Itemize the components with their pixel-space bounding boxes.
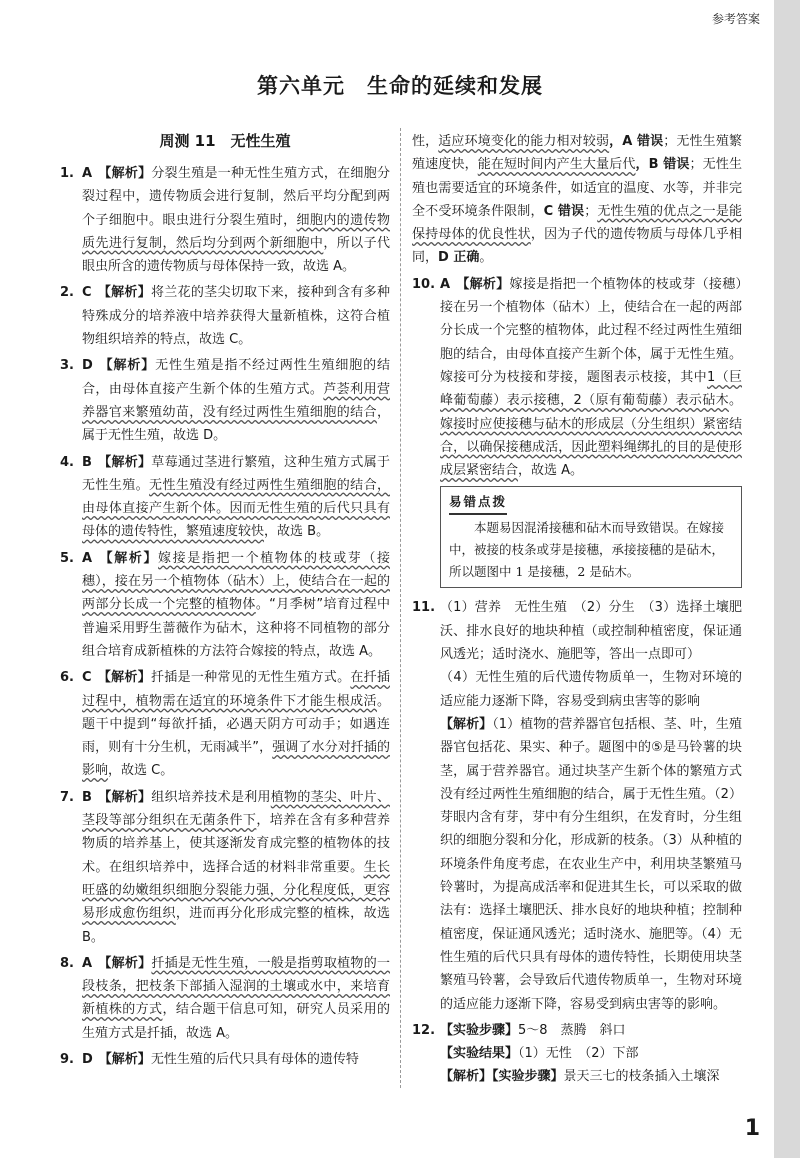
question-3	[60, 354, 390, 447]
question-2	[60, 281, 390, 351]
analysis-tag: 【解析】	[98, 358, 156, 374]
experiment-steps-tag: 【实验步骤】	[440, 1022, 519, 1038]
key-point: 适应环境变化的能力相对较弱	[438, 134, 610, 149]
question-number: 3.	[60, 358, 74, 374]
answer-letter: B	[82, 789, 92, 805]
question-number: 10.	[412, 276, 436, 292]
key-point: 在扦插过程中，植物需在适宜的环境条件下才能生根成活	[82, 670, 390, 709]
question-10	[412, 273, 742, 483]
analysis-text: 。“月季树”培育过程中普遍采用野生蔷薇作为砧木，这种将不同植物的部分组合培育成新植株的方法符合嫁接的特点，故选 A。	[82, 597, 390, 659]
option-verdict: C 错误	[543, 203, 585, 219]
analysis-tag: 【解析】	[440, 716, 493, 732]
key-point: 细胞内的遗传物质先进行复制，然后均分到两个新细胞中	[82, 212, 390, 251]
analysis-tag: 【解析】【实验步骤】	[440, 1069, 564, 1085]
analysis-text: ，属于无性生殖，故选 D。	[82, 404, 390, 444]
header-answer-tag: 参考答案	[711, 12, 760, 26]
question-8	[60, 952, 390, 1045]
error-tip-box	[440, 486, 742, 588]
error-tip-text: 本题易因混淆接穗和砧木而导致错误。在嫁接中，被接的枝条或芽是接穗，承接接穗的是砧木，所以题图中 1 是接穗，2 是砧木。	[449, 520, 725, 580]
analysis-text: ，培养在含有多种营养物质的培养基上，使其逐渐发育成完整的植物体的技术。在组织培养中，选择合适的材料非常重要。	[82, 813, 390, 875]
week-title: 周测 11 无性生殖	[159, 132, 291, 150]
key-point: 植物的茎尖、叶片、茎段等部分组织在无菌条件下	[82, 789, 390, 829]
question-6	[60, 666, 390, 782]
analysis-text: 性，	[412, 134, 439, 149]
analysis-text: 分裂生殖是一种无性生殖方式，在细胞分裂过程中，遗传物质会进行复制，然后平均分配到两个子细胞中。眼虫进行分裂生殖时，	[82, 166, 390, 228]
answer-letter: C	[82, 670, 92, 686]
analysis-text: ，故选 A。	[518, 463, 584, 479]
analysis-text: ，故选 C。	[108, 763, 174, 779]
key-point: 扦插是无性生殖，一般是指剪取植物的一段枝条，把枝条下部插入湿润的土壤或水中，来培育新植株的方式	[82, 955, 390, 1018]
analysis-tag: 【解析】	[98, 1051, 151, 1067]
answer-letter: A	[440, 276, 451, 292]
key-point: 嫁接是指把一个植物体的枝或芽（接穗），接在另一个植物体（砧木）上，使结合在一起的两部分长成一个完整的植物体	[82, 550, 390, 613]
answer-letter: A	[82, 955, 93, 971]
question-number: 7.	[60, 789, 74, 805]
analysis-text: 组织培养技术是利用	[151, 789, 271, 805]
analysis-text: ，因为子代的遗传物质与母体几乎相同，	[412, 227, 742, 266]
analysis-text: 扦插是一种常见的无性生殖方式。	[151, 670, 351, 686]
question-number: 8.	[60, 955, 74, 971]
analysis-text: 景天三七的枝条插入土壤深	[563, 1069, 720, 1085]
left-column	[60, 130, 390, 1074]
question-9-continued	[412, 130, 742, 270]
analysis-text: 草莓通过茎进行繁殖，这种生殖方式属于无性生殖。	[82, 454, 390, 493]
answer-text: 5～8 蒸腾 斜口	[518, 1022, 626, 1038]
question-7	[60, 786, 390, 949]
option-verdict: D 正确	[438, 250, 480, 266]
key-point: 生长旺盛的幼嫩组织细胞分裂能力强，分化程度低，更容易形成愈伤组织	[82, 859, 390, 922]
option-verdict: ，B 错误	[635, 157, 690, 173]
key-point: 无性生殖的优点之一是能保持母体的优良性状	[412, 203, 742, 243]
key-point: 无性生殖没有经过两性生殖细胞的结合，由母体直接产生新个体。因而无性生殖的后代只具有母体的遗传特性，繁殖速度较快	[82, 477, 390, 540]
question-number: 12.	[412, 1022, 436, 1038]
error-tip-title: 易错点拨	[449, 491, 507, 515]
question-number: 1.	[60, 166, 74, 181]
page-side-band	[774, 0, 800, 1158]
analysis-tag: 【解析】	[98, 955, 152, 971]
analysis-text: ；	[584, 203, 598, 219]
analysis-text: 。	[479, 250, 493, 266]
question-number: 6.	[60, 670, 74, 686]
question-5	[60, 547, 390, 663]
analysis-tag: 【解析】	[97, 789, 152, 805]
analysis-tag: 【解析】	[98, 166, 152, 181]
analysis-text: ，故选 B。	[264, 524, 330, 540]
analysis-tag: 【解析】	[456, 276, 510, 292]
analysis-tag: 【解析】	[97, 285, 152, 301]
analysis-text: ；无性生殖繁殖速度快，	[412, 134, 742, 173]
key-point: 芦荟利用营养器官来繁殖幼苗，没有经过两性生殖细胞的结合	[82, 381, 390, 420]
answer-letter: D	[82, 358, 93, 374]
unit-title: 第六单元 生命的延续和发展	[257, 74, 543, 98]
question-4	[60, 451, 390, 544]
answer-letter: A	[82, 550, 93, 566]
right-column	[412, 130, 742, 1092]
answer-letter: A	[82, 166, 93, 181]
answer-letter: C	[82, 285, 92, 301]
answer-text: （1）无性 （2）下部	[518, 1046, 639, 1062]
analysis-text: 将兰花的茎尖切取下来，接种到含有多种特殊成分的培养液中培养获得大量新植株，这符合植物组织培养的特点，故选 C。	[82, 285, 390, 348]
key-point: 能在短时间内产生大量后代	[477, 157, 636, 173]
answer-text: （1）营养 无性生殖 （2）分生 （3）选择土壤肥沃、排水良好的地块种植（或控制种植密度，保证通风透光；适时浇水、施肥等，答出一点即可）	[440, 600, 742, 663]
question-number: 2.	[60, 285, 74, 301]
column-divider	[400, 128, 401, 1088]
analysis-text: ；无性生殖也需要适宜的环境条件，如适宜的温度、水等，并非完全不受环境条件限制，	[412, 157, 742, 219]
question-11	[412, 596, 742, 1015]
answer-text: （4）无性生殖的后代遗传物质单一，生物对环境的适应能力逐渐下降，容易受到病虫害等的影响	[440, 670, 742, 709]
analysis-text: 。题干中提到“每欲扦插，必遇天阴方可动手；如遇连雨，则有十分生机，无雨减半”，	[82, 693, 390, 756]
key-point: 1（巨峰葡萄藤）表示接穗，2（原有葡萄藤）表示砧木	[440, 369, 742, 409]
analysis-text: 嫁接是指把一个植物体的枝或芽（接穗）接在另一个植物体（砧木）上，使结合在一起的两部分长成一个完整的植物体，此过程不经过两性生殖细胞的结合，由母体直接产生新个体，属于无性生殖。嫁接可分为枝接和芽接，题图表示枝接，其中	[440, 276, 742, 385]
question-number: 4.	[60, 454, 74, 470]
answer-letter: B	[82, 454, 92, 470]
experiment-results-tag: 【实验结果】	[440, 1046, 519, 1062]
analysis-text: ，所以子代眼虫所含的遗传物质与母体保持一致，故选 A。	[82, 235, 390, 275]
analysis-tag: 【解析】	[98, 550, 159, 566]
key-point: 嫁接时应使接穗与砧木的形成层（分生组织）紧密结合，以确保接穗成活，因此塑料绳绑扎的目的是使形成层紧密结合	[440, 416, 742, 479]
key-point: 强调了水分对扦插的影响	[82, 740, 390, 779]
question-number: 9.	[60, 1051, 74, 1067]
page-corner-tab	[774, 0, 800, 40]
question-1	[60, 162, 390, 278]
analysis-text: 无性生殖是指不经过两性生殖细胞的结合，由母体直接产生新个体的生殖方式。	[82, 358, 390, 397]
page-number: 1	[744, 1116, 760, 1141]
analysis-text: ，进而再分化形成完整的植株，故选 B。	[82, 906, 390, 945]
analysis-text: （1）植物的营养器官包括根、茎、叶，生殖器官包括花、果实、种子。题图中的⑤是马铃薯的块茎，属于营养器官。通过块茎产生新个体的繁殖方式没有经过两性生殖细胞的结合，属于无性生殖。（2）芽眼内含有芽，芽中有分生组织，在发育时，分生组织的细胞分裂和分化，形成新的枝条。（3）从种植的环境条件角度考虑，在农业生产中，利用块茎繁殖马铃薯时，为提高成活率和促进其生长，可以采取的做法有：选择土壤肥沃、排水良好的地块种植；控制种植密度，保证通风透光；适时浇水、施肥等。（4）无性生殖的后代只具有母体的遗传特性，长期使用块茎繁殖马铃薯，会导致后代遗传物质单一，生物对环境的适应能力逐渐下降，容易受到病虫害等的影响。	[440, 716, 742, 1012]
option-verdict: ，A 错误	[609, 134, 664, 149]
question-number: 11.	[412, 600, 436, 616]
question-9	[60, 1048, 390, 1071]
analysis-text: 无性生殖的后代只具有母体的遗传特	[150, 1051, 359, 1067]
question-number: 5.	[60, 550, 74, 566]
question-12	[412, 1019, 742, 1089]
analysis-tag: 【解析】	[97, 670, 152, 686]
analysis-tag: 【解析】	[97, 454, 152, 470]
analysis-text: 。	[728, 393, 742, 409]
answer-letter: D	[82, 1051, 93, 1067]
analysis-text: ，结合题干信息可知，研究人员采用的生殖方式是扦插，故选 A。	[82, 1002, 390, 1041]
